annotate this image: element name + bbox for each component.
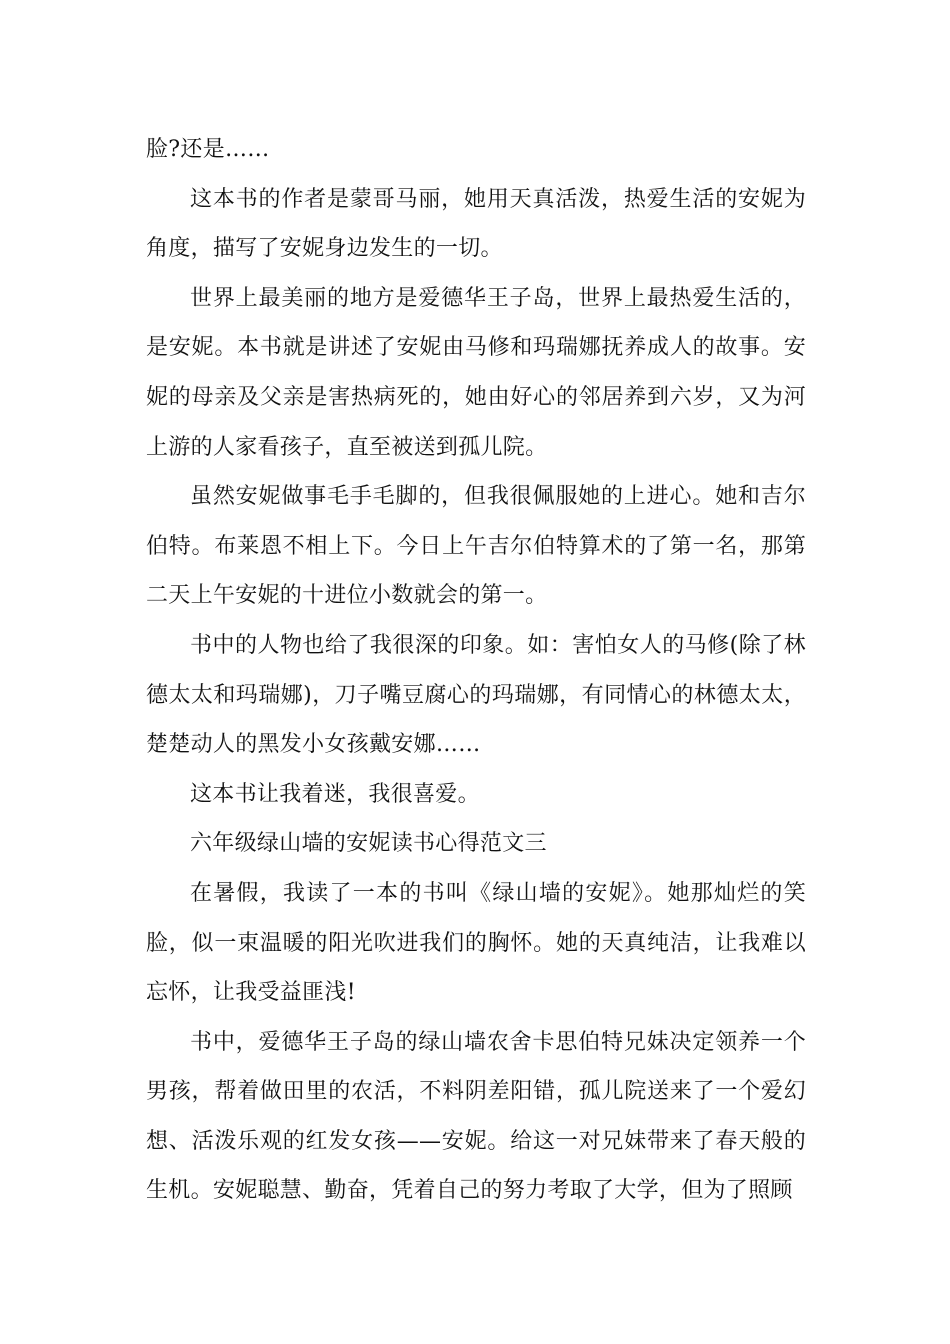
paragraph-book-plot: 书中，爱德华王子岛的绿山墙农舍卡思伯特兄妹决定领养一个男孩，帮着做田里的农活，不料阴差阳错，孤儿院送来了一个爱幻想、活泼乐观的红发女孩——安妮。给这一对兄妹带来了春天般的生机。安妮聪慧、勤奋，凭着自己的努力考取了大学，但为了照顾 [146, 1029, 806, 1204]
paragraph-conclusion: 这本书让我着迷，我很喜爱。 [190, 781, 480, 807]
paragraph-characters: 书中的人物也给了我很深的印象。如：害怕女人的马修(除了林德太太和玛瑞娜)，刀子嘴豆腐心的玛瑞娜，有同情心的林德太太，楚楚动人的黑发小女孩戴安娜…… [146, 632, 806, 758]
document-body [146, 125, 806, 1216]
paragraph-story-summary: 世界上最美丽的地方是爱德华王子岛，世界上最热爱生活的，是安妮。本书就是讲述了安妮由马修和玛瑞娜抚养成人的故事。安妮的母亲及父亲是害热病死的，她由好心的邻居养到六岁，又为河上游的人家看孩子，直至被送到孤儿院。 [146, 285, 806, 460]
section-heading: 六年级绿山墙的安妮读书心得范文三 [190, 831, 547, 857]
paragraph-summer-reading: 在暑假，我读了一本的书叫《绿山墙的安妮》。她那灿烂的笑脸，似一束温暖的阳光吹进我们的胸怀。她的天真纯洁，让我难以忘怀，让我受益匪浅! [146, 880, 806, 1006]
paragraph-author: 这本书的作者是蒙哥马丽，她用天真活泼，热爱生活的安妮为角度，描写了安妮身边发生的一切。 [146, 186, 806, 262]
paragraph-continuation: 脸?还是…… [146, 137, 270, 162]
paragraph-ambition: 虽然安妮做事毛手毛脚的，但我很佩服她的上进心。她和吉尔伯特。布莱恩不相上下。今日上午吉尔伯特算术的了第一名，那第二天上午安妮的十进位小数就会的第一。 [146, 484, 806, 609]
